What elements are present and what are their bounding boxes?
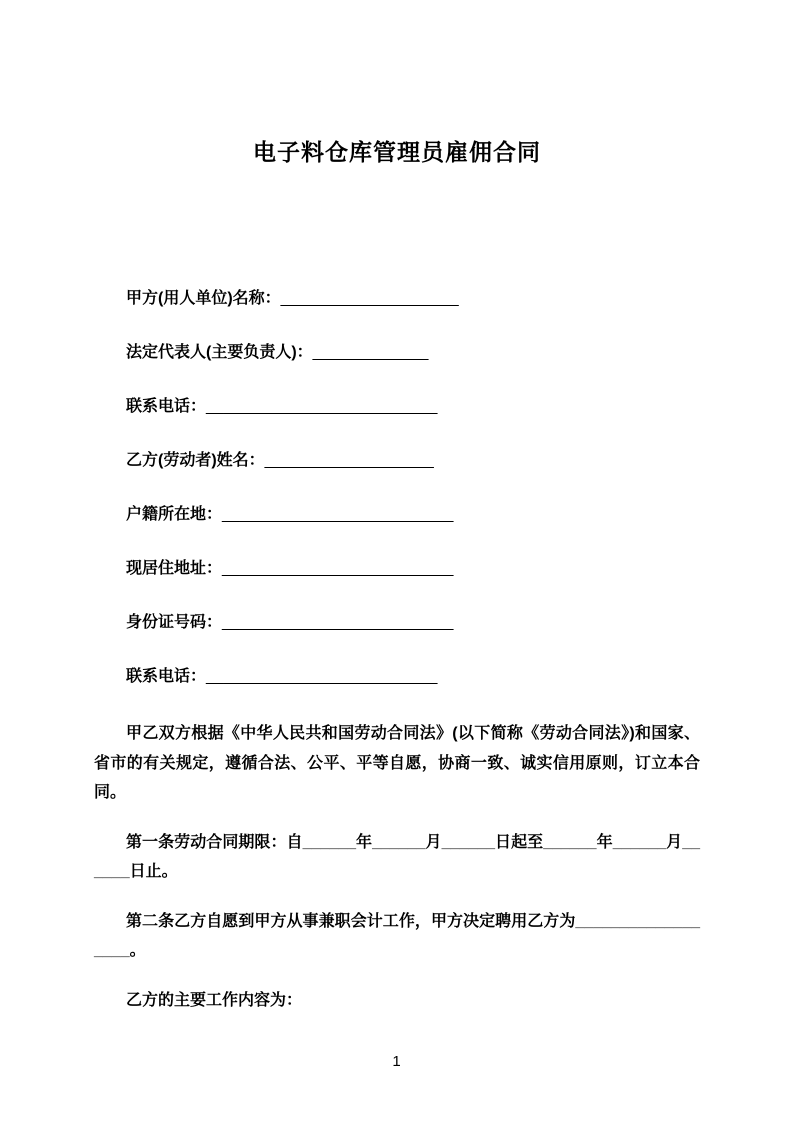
field-label: 乙方(劳动者)姓名： [126, 452, 265, 469]
field-blank: __________________________ [206, 668, 438, 685]
form-line-current-address [94, 557, 700, 581]
field-label: 甲方(用人单位)名称： [126, 290, 281, 307]
field-label: 法定代表人(主要负责人)： [126, 344, 313, 361]
form-line-employer-name [94, 287, 700, 311]
field-blank: ___________________ [264, 452, 434, 469]
field-blank: ____________________ [280, 290, 459, 307]
field-blank: __________________________ [222, 506, 454, 523]
form-line-legal-representative [94, 341, 700, 365]
paragraph-work-content-intro: 乙方的主要工作内容为： [126, 991, 303, 1009]
form-line-household-registration [94, 503, 700, 527]
document-title: 电子料仓库管理员雇佣合同 [253, 139, 541, 165]
paragraph-clause-1-term: 第一条劳动合同期限：自______年______月______日起至______年______月______日止。 [94, 833, 700, 880]
field-label: 身份证号码： [126, 614, 223, 631]
field-blank: __________________________ [222, 560, 454, 577]
form-line-employee-name [94, 449, 700, 473]
form-section [94, 287, 700, 689]
field-label: 户籍所在地： [126, 506, 223, 523]
paragraph-preamble: 甲乙双方根据《中华人民共和国劳动合同法》(以下简称《劳动合同法》)和国家、省市的有关规定，遵循合法、公平、平等自愿，协商一致、诚实信用原则，订立本合同。 [94, 725, 700, 801]
form-line-id-number [94, 611, 700, 635]
field-label: 联系电话： [126, 668, 207, 685]
field-blank: __________________________ [206, 398, 438, 415]
field-blank: _____________ [312, 344, 429, 361]
page-number: 1 [392, 1053, 401, 1070]
paragraph-clause-2-position: 第二条乙方自愿到甲方从事兼职会计工作，甲方决定聘用乙方为__________________。 [94, 912, 700, 959]
form-line-employer-phone [94, 395, 700, 419]
field-blank: __________________________ [222, 614, 454, 631]
field-label: 联系电话： [126, 398, 207, 415]
paragraphs-section [94, 719, 700, 1015]
form-line-employee-phone [94, 665, 700, 689]
field-label: 现居住地址： [126, 560, 223, 577]
document-content [0, 135, 793, 1015]
